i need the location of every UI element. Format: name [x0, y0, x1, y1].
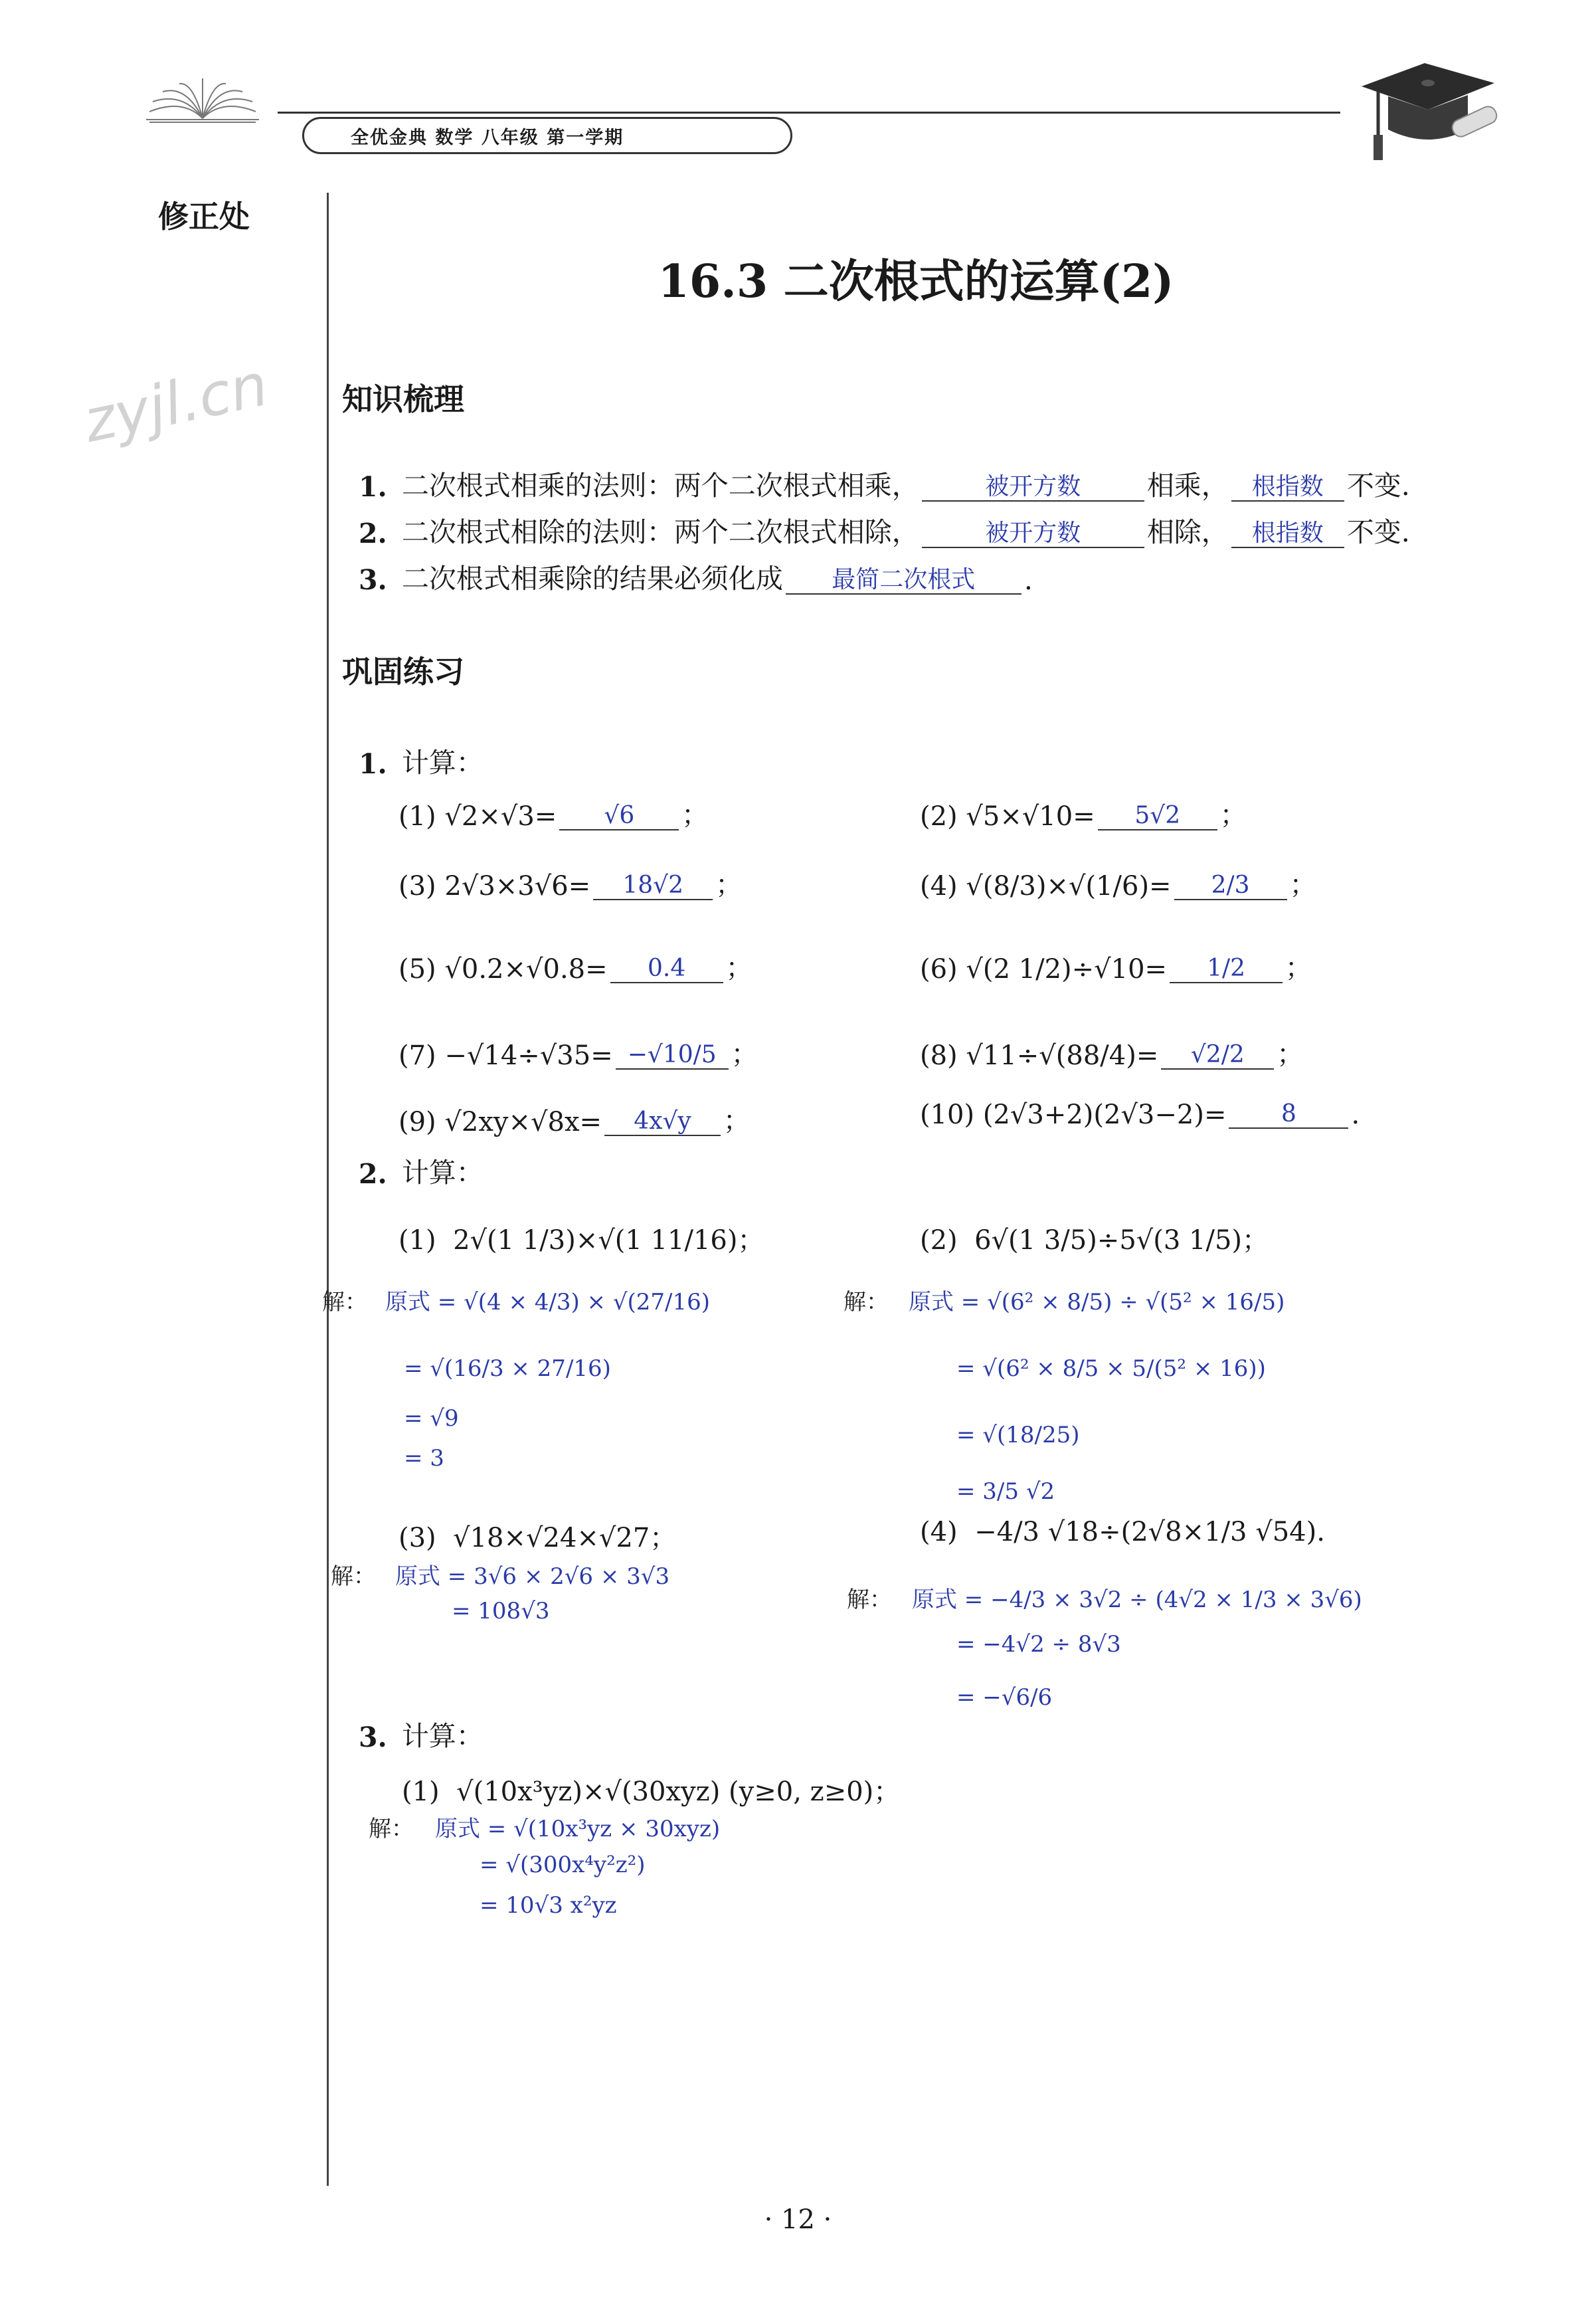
answer-blank: −√10/5	[616, 1042, 729, 1070]
answer-blank: 18√2	[593, 872, 713, 900]
q2-part-2	[920, 1219, 1269, 1257]
section-heading-practice: 巩固练习	[342, 654, 464, 690]
question-2-header	[359, 1151, 484, 1190]
item-expression: √5×√10=	[966, 801, 1095, 832]
part-problem: √18×√24×√27；	[453, 1523, 677, 1553]
item-expression: √2xy×√8x=	[444, 1107, 602, 1137]
item-text: 相乘，	[1146, 470, 1229, 502]
q1-item-6	[920, 947, 1312, 985]
answer-blank: 1/2	[1170, 955, 1283, 983]
q1-item-8	[920, 1033, 1303, 1071]
q1-item-2	[920, 794, 1247, 832]
solution-step: = √(18/25)	[956, 1422, 1080, 1448]
part-problem: 2√(1 1/3)×√(1 11/16)；	[453, 1225, 764, 1256]
item-end: ；	[1285, 953, 1312, 983]
part-problem: 6√(1 3/5)÷5√(3 1/5)；	[974, 1225, 1269, 1256]
item-end: .	[1351, 1100, 1360, 1130]
solution-label: 解：	[847, 1587, 892, 1613]
solution-step: = √(300x⁴y²z²)	[480, 1852, 646, 1878]
item-expression: √(8/3)×√(1/6)=	[966, 871, 1172, 902]
item-index: (5)	[399, 954, 436, 985]
q2-part-3	[399, 1517, 676, 1555]
solution-label: 解：	[322, 1289, 367, 1315]
answer-blank: 4x√y	[604, 1108, 721, 1136]
item-index: (8)	[920, 1040, 958, 1071]
part-index: (4)	[920, 1517, 958, 1547]
answer-blank: 0.4	[610, 955, 723, 983]
question-3-header	[359, 1714, 484, 1753]
q1-item-3	[399, 864, 742, 902]
item-end: ；	[1289, 870, 1316, 900]
part-index: (1)	[399, 1225, 436, 1256]
item-text: 不变.	[1346, 516, 1410, 548]
q1-item-5	[399, 947, 753, 985]
item-expression: √11÷√(88/4)=	[966, 1040, 1159, 1071]
item-text: 相除，	[1146, 516, 1229, 548]
item-number: 2.	[359, 518, 387, 549]
item-index: (4)	[920, 871, 958, 902]
item-index: (3)	[399, 871, 436, 902]
solution-step: 原式 = √(10x³yz × 30xyz)	[435, 1816, 721, 1842]
item-text: 二次根式相除的法则：两个二次根式相除，	[401, 516, 919, 548]
item-text: 二次根式相乘除的结果必须化成	[401, 563, 783, 595]
item-index: (6)	[920, 954, 958, 985]
part-index: (2)	[920, 1225, 958, 1256]
item-expression: √(2 1/2)÷√10=	[966, 954, 1168, 985]
solution-step: = −√6/6	[956, 1684, 1053, 1711]
item-number: 1.	[359, 471, 387, 503]
q2-part-1	[399, 1219, 764, 1257]
question-number: 3.	[359, 1721, 387, 1753]
solution-step: = 3	[404, 1445, 444, 1472]
q1-item-10	[920, 1100, 1360, 1130]
solution-step: 原式 = √(6² × 8/5) ÷ √(5² × 16/5)	[909, 1289, 1285, 1315]
answer-blank: 被开方数	[922, 474, 1144, 502]
question-label: 计算：	[401, 747, 484, 779]
q1-item-9	[399, 1100, 750, 1137]
answer-blank: 5√2	[1098, 803, 1217, 830]
item-end: ；	[1219, 800, 1247, 830]
solution-step: = 10√3 x²yz	[480, 1892, 617, 1919]
margin-label: 修正处	[158, 199, 250, 235]
item-index: (1)	[399, 801, 436, 832]
q1-item-7	[399, 1033, 758, 1071]
part-index: (1)	[402, 1777, 440, 1807]
solution-label: 解：	[843, 1289, 889, 1315]
page-title: 16.3 二次根式的运算(2)	[658, 255, 1174, 308]
item-text: 不变.	[1346, 470, 1410, 502]
watermark: zyjl.cn	[78, 350, 274, 456]
item-expression: −√14÷√35=	[444, 1040, 613, 1071]
item-end: ；	[723, 1106, 751, 1136]
item-end: ；	[725, 953, 753, 983]
answer-blank: 被开方数	[922, 520, 1144, 548]
solution-step: = −4√2 ÷ 8√3	[956, 1631, 1121, 1658]
solution-step: = 3/5 √2	[956, 1478, 1055, 1505]
item-text: .	[1023, 564, 1033, 596]
answer-blank: 根指数	[1231, 520, 1344, 548]
section-heading-knowledge: 知识梳理	[342, 381, 464, 417]
item-text: 二次根式相乘的法则：两个二次根式相乘，	[401, 470, 919, 502]
solution-step: = √(16/3 × 27/16)	[404, 1355, 611, 1382]
answer-blank: 最简二次根式	[786, 567, 1021, 595]
question-label: 计算：	[401, 1157, 484, 1189]
header-rule	[278, 112, 1340, 114]
part-problem: √(10x³yz)×√(30xyz) (y≥0, z≥0)；	[456, 1777, 901, 1807]
solution-step: 原式 = −4/3 × 3√2 ÷ (4√2 × 1/3 × 3√6)	[912, 1587, 1362, 1613]
item-end: ；	[731, 1039, 758, 1070]
solution-step: = √(6² × 8/5 × 5/(5² × 16))	[956, 1355, 1266, 1382]
item-end: ；	[1277, 1039, 1304, 1070]
answer-blank: √2/2	[1161, 1042, 1274, 1070]
q1-item-4	[920, 864, 1316, 902]
question-number: 2.	[359, 1158, 387, 1190]
item-expression: 2√3×3√6=	[444, 871, 591, 902]
item-index: (10)	[920, 1100, 975, 1130]
margin-divider	[327, 193, 329, 2186]
knowledge-item-1	[359, 464, 1410, 503]
question-number: 1.	[359, 748, 387, 780]
part-problem: −4/3 √18÷(2√8×1/3 √54).	[974, 1517, 1325, 1547]
item-number: 3.	[359, 564, 387, 596]
item-end: ；	[715, 870, 743, 900]
item-index: (7)	[399, 1040, 436, 1071]
item-index: (2)	[920, 801, 958, 832]
solution-step: = 108√3	[452, 1598, 550, 1624]
page-number: · 12 ·	[764, 2204, 832, 2235]
graduation-cap-icon	[1352, 56, 1504, 169]
knowledge-item-2	[359, 510, 1410, 549]
book-icon	[143, 72, 262, 125]
solution-label: 解：	[369, 1816, 414, 1842]
solution-step: = √9	[404, 1405, 459, 1432]
solution-step: 原式 = √(4 × 4/3) × √(27/16)	[385, 1289, 711, 1315]
answer-blank: √6	[559, 803, 679, 830]
answer-blank: 2/3	[1174, 872, 1287, 900]
book-title: 全优金典 数学 八年级 第一学期	[302, 117, 792, 154]
question-label: 计算：	[401, 1720, 484, 1752]
q1-item-1	[399, 794, 708, 832]
part-index: (3)	[399, 1523, 436, 1553]
q3-part-1	[402, 1771, 900, 1808]
knowledge-item-3	[359, 557, 1033, 596]
answer-blank: 8	[1229, 1101, 1348, 1129]
item-index: (9)	[399, 1107, 436, 1137]
item-expression: √0.2×√0.8=	[444, 954, 608, 985]
solution-step: 原式 = 3√6 × 2√6 × 3√3	[395, 1563, 670, 1590]
answer-blank: 根指数	[1231, 474, 1344, 502]
q2-part-4	[920, 1517, 1325, 1547]
solution-label: 解：	[331, 1563, 376, 1590]
item-expression: (2√3+2)(2√3−2)=	[982, 1100, 1227, 1130]
item-end: ；	[681, 800, 709, 830]
item-expression: √2×√3=	[444, 801, 557, 832]
question-1-header	[359, 741, 484, 780]
